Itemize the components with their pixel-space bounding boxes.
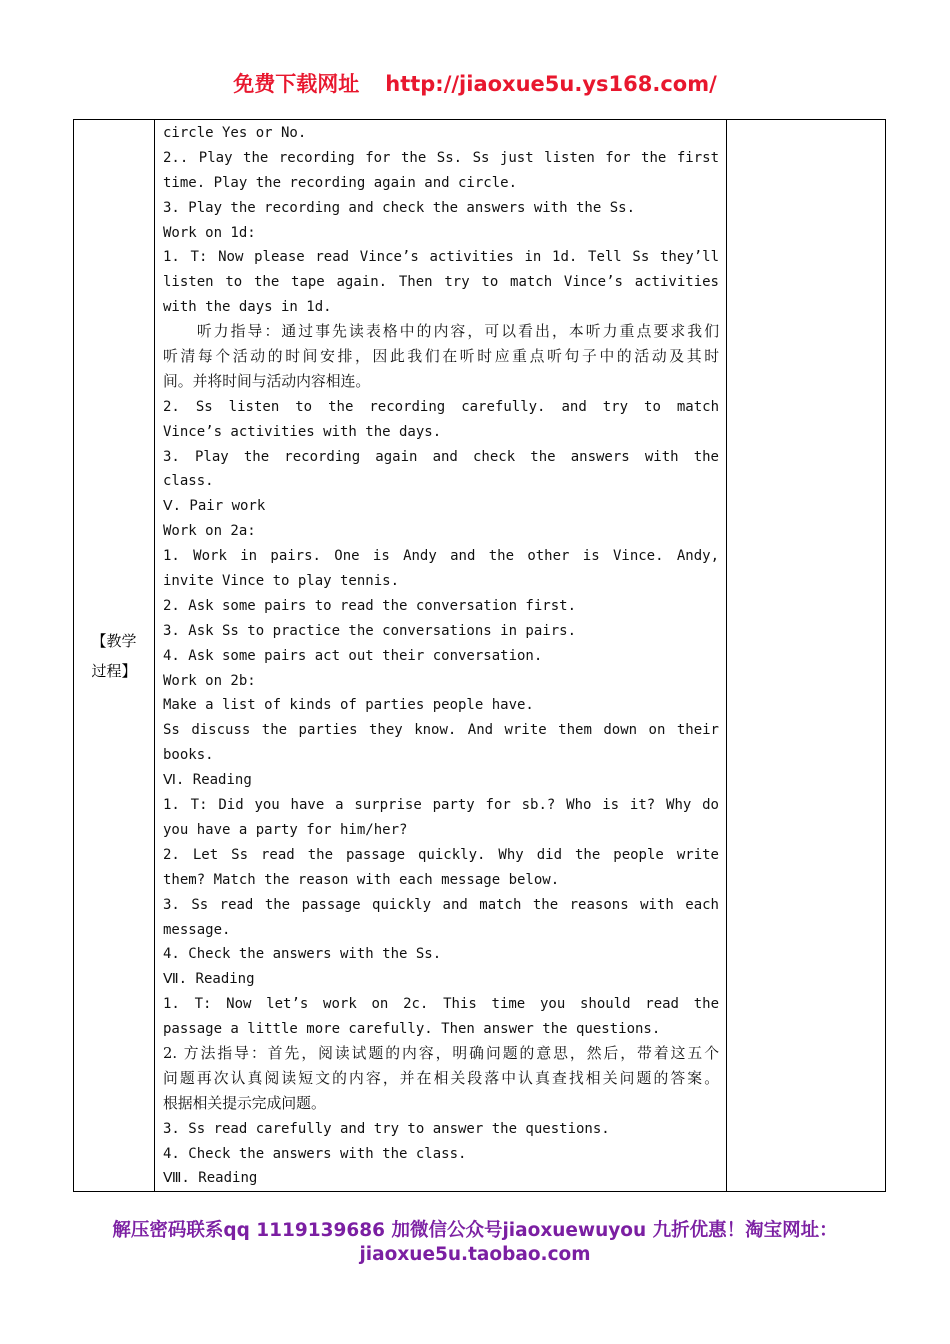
content-line: circle Yes or No. bbox=[163, 125, 307, 141]
content-line: 2. Let Ss read the passage quickly. Why did the people write bbox=[163, 846, 719, 863]
page-footer bbox=[0, 1219, 950, 1267]
content-line: listen to the tape again. Then try to match Vince’s activities bbox=[163, 274, 719, 291]
section-label-line-1: 【教学 bbox=[91, 631, 137, 650]
content-line: 3. Ask Ss to practice the conversations in pairs. bbox=[163, 622, 577, 639]
lesson-table bbox=[73, 119, 886, 1192]
section-label-line-2: 过程】 bbox=[91, 661, 137, 680]
content-line: 2. Ask some pairs to read the conversation first. bbox=[163, 597, 577, 614]
content-line: 1. T: Now please read Vince’s activities in 1d. Tell Ss they’ll bbox=[163, 249, 719, 266]
content-line: class. bbox=[163, 473, 214, 490]
content-line: 3. Ss read carefully and try to answer the questions. bbox=[163, 1120, 610, 1137]
content-line: Vince’s activities with the days. bbox=[163, 423, 442, 440]
content-line: 2. 方法指导：首先，阅读试题的内容，明确问题的意思，然后，带着这五个 bbox=[163, 1044, 719, 1062]
content-line: you have a party for him/her? bbox=[163, 821, 408, 838]
content-line: 1. Work in pairs. One is Andy and the other is Vince. Andy, bbox=[163, 548, 719, 565]
content-line: Make a list of kinds of parties people have. bbox=[163, 697, 534, 714]
content-line: 1. T: Did you have a surprise party for sb.? Who is it? Why do bbox=[163, 797, 719, 814]
content-line: 间。并将时间与活动内容相连。 bbox=[163, 372, 371, 390]
content-line: with the days in 1d. bbox=[163, 299, 332, 316]
header-url[interactable]: http://jiaoxue5u.ys168.com/ bbox=[385, 72, 717, 96]
content-line: 根据相关提示完成问题。 bbox=[163, 1094, 326, 1112]
content-line: 4. Check the answers with the class. bbox=[163, 1145, 467, 1162]
content-line: 听力指导：通过事先读表格中的内容，可以看出，本听力重点要求我们 bbox=[163, 323, 719, 341]
header-title: 免费下载网址 bbox=[233, 72, 360, 96]
content-line: 2.. Play the recording for the Ss. Ss just listen for the first bbox=[163, 149, 719, 166]
content-line: Work on 1d: bbox=[163, 224, 256, 241]
content-line: time. Play the recording again and circle. bbox=[163, 174, 518, 191]
content-line: 2. Ss listen to the recording carefully. and try to match bbox=[163, 398, 719, 415]
content-line: 4. Check the answers with the Ss. bbox=[163, 946, 442, 963]
content-line: books. bbox=[163, 747, 214, 764]
content-line: 3. Play the recording and check the answers with the Ss. bbox=[163, 199, 636, 216]
content-line: Work on 2a: bbox=[163, 523, 256, 540]
content-line: 4. Ask some pairs act out their conversation. bbox=[163, 647, 543, 664]
content-line: Ⅴ. Pair work bbox=[163, 498, 266, 515]
lesson-content-cell bbox=[155, 120, 727, 1192]
content-line: 3. Play the recording again and check the answers with the bbox=[163, 448, 719, 465]
content-line: invite Vince to play tennis. bbox=[163, 573, 400, 590]
content-line: 问题再次认真阅读短文的内容，并在相关段落中认真查找相关问题的答案。 bbox=[163, 1069, 719, 1087]
content-line: them? Match the reason with each message below. bbox=[163, 871, 560, 888]
footer-shop-url[interactable]: jiaoxue5u.taobao.com bbox=[359, 1244, 591, 1265]
content-line: 3. Ss read the passage quickly and match the reasons with each bbox=[163, 896, 719, 913]
section-label-cell bbox=[74, 120, 155, 1192]
content-line: Ⅷ. Reading bbox=[163, 1170, 258, 1187]
content-line: Ss discuss the parties they know. And write them down on their bbox=[163, 722, 719, 739]
table-row bbox=[74, 120, 886, 1192]
content-line: 1. T: Now let’s work on 2c. This time you should read the bbox=[163, 996, 719, 1013]
content-line: message. bbox=[163, 921, 231, 938]
notes-cell bbox=[727, 120, 886, 1192]
footer-contact: 解压密码联系qq 1119139686 加微信公众号jiaoxuewuyou 九折优惠！淘宝网址： bbox=[112, 1220, 838, 1241]
content-line: Ⅵ. Reading bbox=[163, 772, 252, 789]
content-line: 听清每个活动的时间安排，因此我们在听时应重点听句子中的活动及其时 bbox=[163, 348, 719, 366]
content-line: Work on 2b: bbox=[163, 672, 256, 689]
content-line: Ⅶ. Reading bbox=[163, 971, 255, 988]
content-line: passage a little more carefully. Then answer the questions. bbox=[163, 1021, 661, 1038]
page-header bbox=[0, 68, 950, 98]
